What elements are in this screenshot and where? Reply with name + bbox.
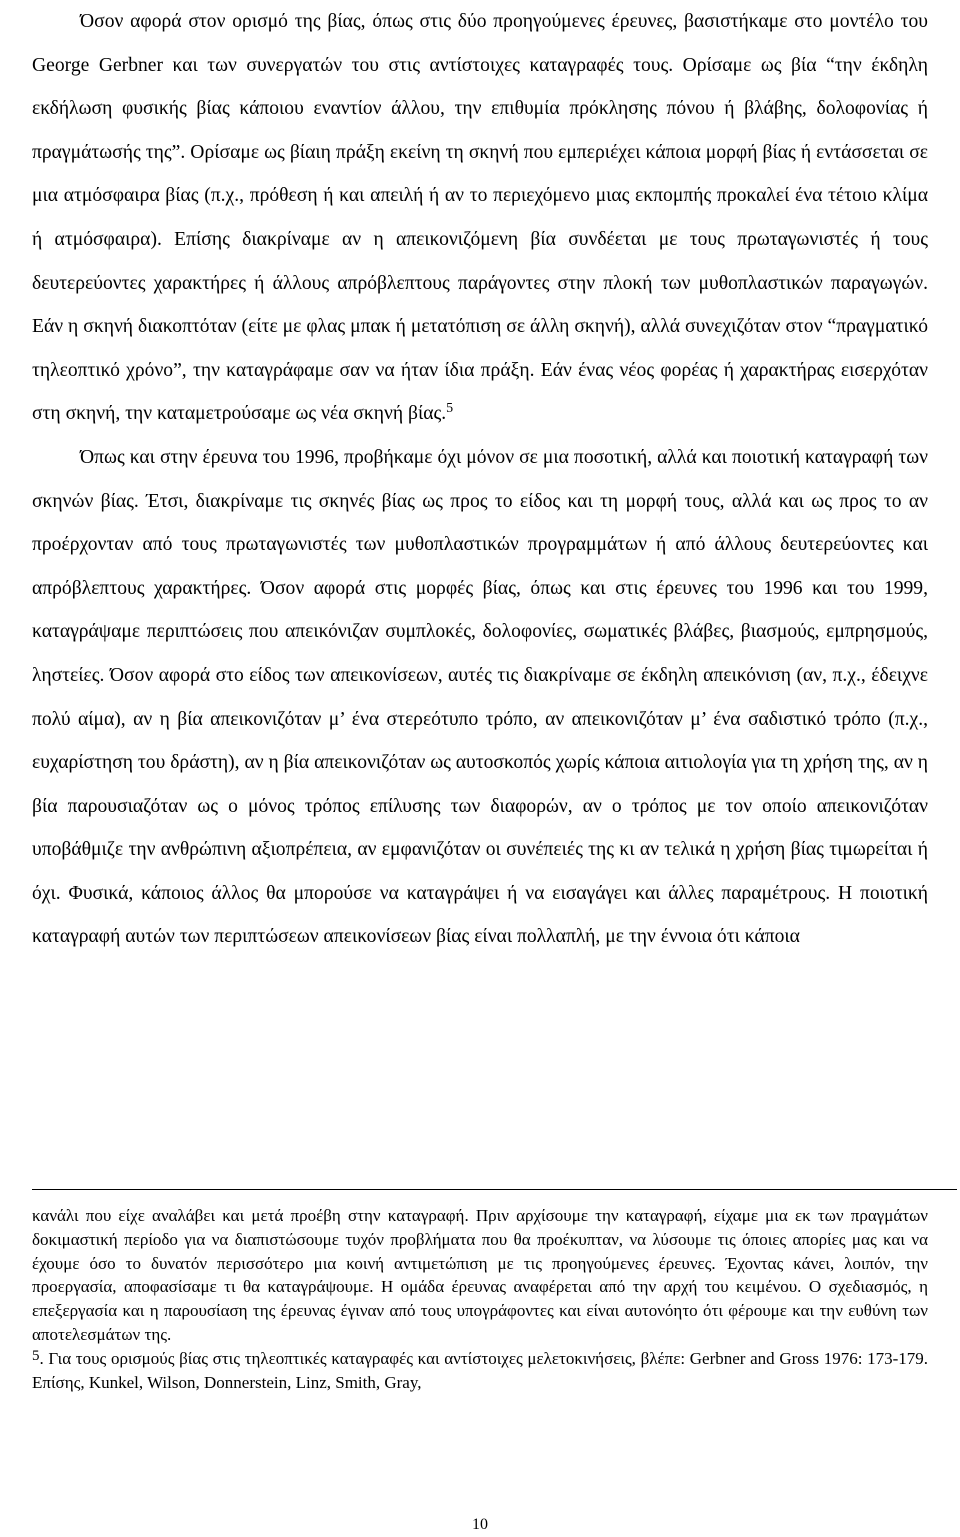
footnotes — [32, 1204, 928, 1394]
footnote-reference[interactable]: 5 — [446, 401, 454, 417]
footnote-5 — [32, 1347, 928, 1395]
footnote-number: 5 — [32, 1347, 40, 1364]
paragraph — [32, 0, 928, 436]
footnote-separator — [32, 1189, 957, 1190]
footnote-continued: κανάλι που είχε αναλάβει και μετά προέβη στην καταγραφή. Πριν αρχίσουμε την καταγραφή, είχαμε μια εκ των πραγμάτων δοκιμαστική περίοδο για να διαπιστώσουμε τυχόν προβλήματα που θα προέκυπταν, να λύσουμε τις όποιες απορίες μας και να έχουμε όσο το δυνατόν περισσότερο μια κοινή αντιμετώπιση με τις προηγούμενες έρευνες. Έχοντας κάνει, λοιπόν, την προεργασία, αποφασίσαμε τι θα καταγράψουμε. Η ομάδα έρευνας αναφέρεται από την αρχή του κειμένου. Ο σχεδιασμός, η επεξεργασία και η παρουσίαση της έρευνας έγιναν από τους υπογράφοντες και είναι αυτονόητο ότι φέρουμε και την ευθύνη των αποτελεσμάτων της. — [32, 1206, 928, 1344]
paragraph-text: Όσον αφορά στον ορισμό της βίας, όπως στις δύο προηγούμενες έρευνες, βασιστήκαμε στο μοντέλο του George Gerbner και των συνεργατών του στις αντίστοιχες καταγραφές τους. Ορίσαμε ως βία “την έκδηλη εκδήλωση φυσικής βίας κάποιου εναντίον άλλου, την επιθυμία πρόκλησης πόνου ή βλάβης, δολοφονίας ή πραγμάτωσής της”. Ορίσαμε ως βίαιη πράξη εκείνη τη σκηνή που εμπεριέχει κάποια μορφή βίας ή εντάσσεται σε μια ατμόσφαιρα βίας (π.χ., πρόθεση ή και απειλή ή αν το περιεχόμενο μιας εκπομπής προκαλεί ένα τέτοιο κλίμα ή ατμόσφαιρα). Επίσης διακρίναμε αν η απεικονιζόμενη βία συνδέεται με τους πρωταγωνιστές ή τους δευτερεύοντες χαρακτήρες ή άλλους απρόβλεπτους παράγοντες στην πλοκή των μυθοπλαστικών παραγωγών. Εάν η σκηνή διακοπτόταν (είτε με φλας μπακ ή μετατόπιση σε άλλη σκηνή), αλλά συνεχιζόταν στον “πραγματικό τηλεοπτικό χρόνο”, την καταγράφαμε σαν να ήταν ίδια πράξη. Εάν ένας νέος φορέας ή χαρακτήρας εισερχόταν στη σκηνή, την καταμετρούσαμε ως νέα σκηνή βίας. — [32, 11, 928, 425]
body-text — [32, 0, 928, 959]
footnote-text: . Για τους ορισμούς βίας στις τηλεοπτικές καταγραφές και αντίστοιχες μελετοκινήσεις, βλέπε: Gerbner and Gross 1976: 173-179. Επίσης, Kunkel, Wilson, Donnerstein, Linz, Smith, Gray, — [32, 1348, 928, 1392]
page-number: 10 — [472, 1516, 488, 1533]
paragraph: Όπως και στην έρευνα του 1996, προβήκαμε όχι μόνον σε μια ποσοτική, αλλά και ποιοτική καταγραφή των σκηνών βίας. Έτσι, διακρίναμε τις σκηνές βίας ως προς το είδος και τη μορφή τους, αλλά και ως προς το αν προέρχονταν από τους πρωταγωνιστές των μυθοπλαστικών προγραμμάτων ή από άλλους δευτερεύοντες και απρόβλεπτους χαρακτήρες. Όσον αφορά στις μορφές βίας, όπως και στις έρευνες του 1996 και του 1999, καταγράψαμε περιπτώσεις που απεικόνιζαν συμπλοκές, δολοφονίες, σωματικές βλάβες, βιασμούς, εμπρησμούς, ληστείες. Όσον αφορά στο είδος των απεικονίσεων, αυτές τις διακρίναμε σε έκδηλη απεικόνιση (αν, π.χ., έδειχνε πολύ αίμα), αν η βία απεικονιζόταν μ’ ένα στερεότυπο τρόπο, αν απεικονιζόταν μ’ ένα σαδιστικό τρόπο (π.χ., ευχαρίστηση του δράστη), αν η βία απεικονιζόταν ως αυτοσκοπός χωρίς κάποια αιτιολογία για τη χρήση της, αν η βία παρουσιαζόταν ως ο μόνος τρόπος επίλυσης των διαφορών, αν ο τρόπος με τον οποίο απεικονιζόταν υποβάθμιζε την ανθρώπινη αξιοπρέπεια, αν εμφανιζόταν οι συνέπειές της κι αν τελικά η χρήση βίας τιμωρείται ή όχι. Φυσικά, κάποιος άλλος θα μπορούσε να καταγράψει ή να εισαγάγει και άλλες παραμέτρους. Η ποιοτική καταγραφή αυτών των περιπτώσεων απεικονίσεων βίας είναι πολλαπλή, με την έννοια ότι κάποια — [32, 446, 928, 948]
